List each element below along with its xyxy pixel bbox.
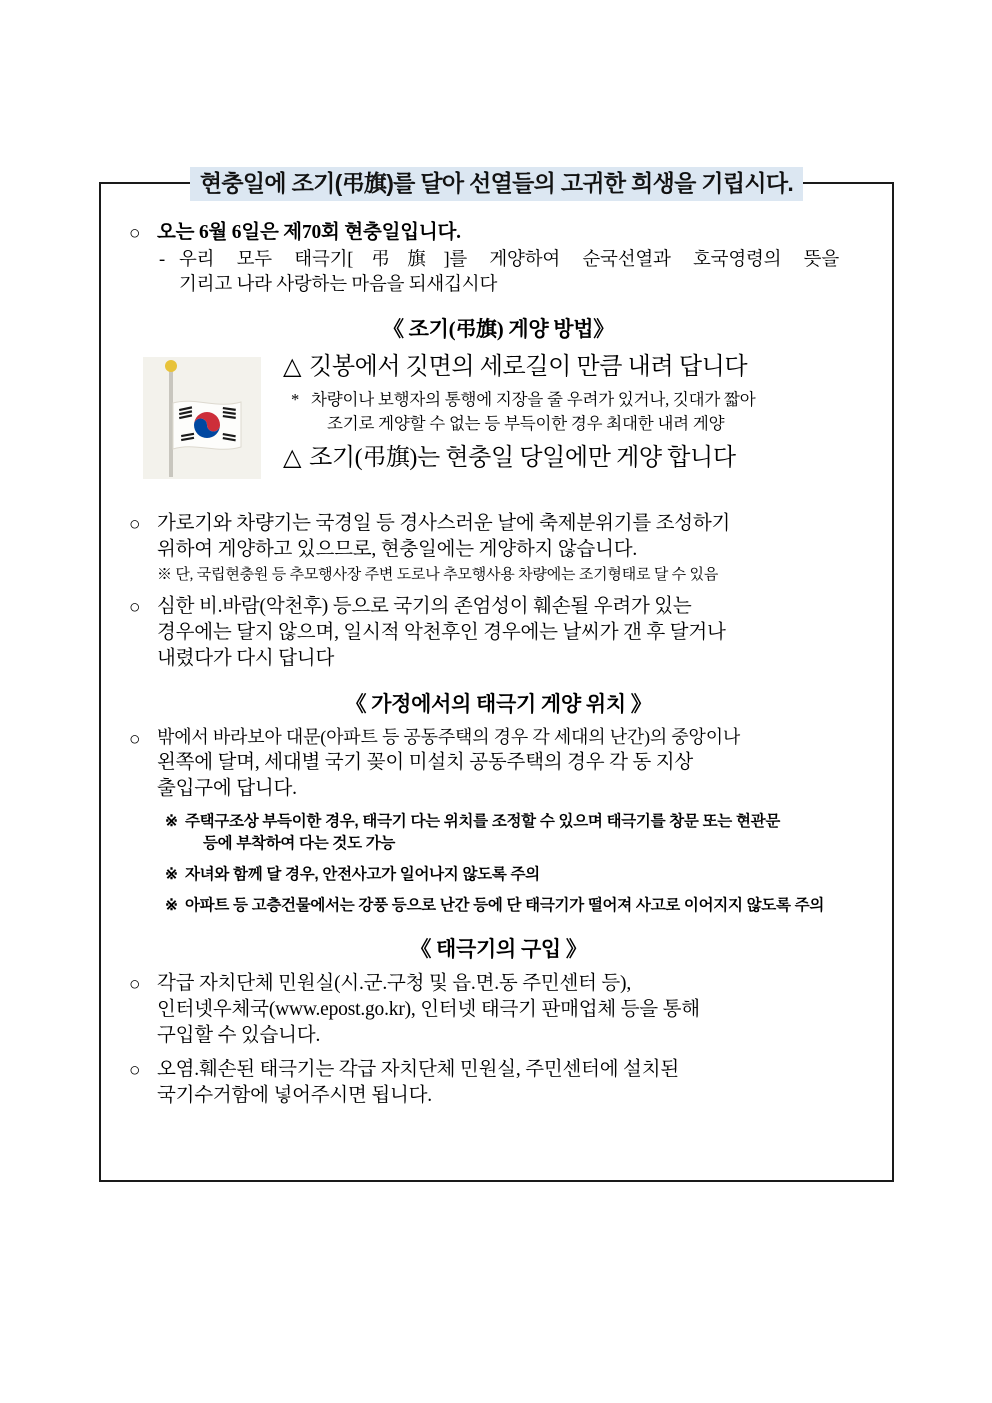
item-2-line-2: 위하여 게양하고 있으므로, 현충일에는 게양하지 않습니다. [157, 539, 638, 561]
half-mast-taegeukgi-photo [143, 357, 261, 479]
reference-marker: ※ [165, 812, 178, 830]
list-item [123, 511, 874, 563]
method-line-1-text: 깃봉에서 깃면의 세로길이 만큼 내려 답니다 [309, 354, 748, 381]
item-2-line-1: 가로기와 차량기는 국경일 등 경사스러운 날에 축제분위기를 조성하기 [157, 513, 731, 535]
method-line-2 [283, 442, 874, 474]
item-1-sub [123, 248, 874, 298]
section-1-heading: 《 조기(弔旗) 게양 방법》 [383, 317, 614, 342]
section-2-note-1-line-2: 등에 부착하여 다는 것도 가능 [203, 834, 396, 852]
bullet-marker: ○ [129, 514, 141, 536]
item-2-note: ※ 단, 국립현충원 등 추모행사장 주변 도로나 추모행사용 차량에는 조기형태로 달 수 있음 [157, 567, 719, 584]
reference-marker: ※ [165, 896, 178, 914]
item-3-line-2: 경우에는 달지 않으며, 일시적 악천후인 경우에는 날씨가 갠 후 달거나 [157, 622, 726, 644]
section-2-note-2 [165, 864, 874, 886]
item-3-line-1: 심한 비.바람(악천후) 등으로 국기의 존엄성이 훼손될 우려가 있는 [157, 596, 692, 618]
item-1-sub-line-2: 기리고 나라 사랑하는 마음을 되새깁시다 [179, 274, 498, 295]
item-5-line-2: 인터넷우체국(www.epost.go.kr), 인터넷 태극기 판매업체 등을 통해 [157, 998, 700, 1020]
section-2-note-3 [165, 895, 874, 917]
item-5-text [157, 971, 874, 1049]
method-note [291, 388, 874, 436]
section-2-heading: 《 가정에서의 태극기 게양 위치 》 [345, 692, 652, 717]
bullet-marker: ○ [129, 1059, 141, 1081]
item-1-sub-line-1: 우리 모두 태극기[弔旗]를 게양하여 순국선열과 호국영령의 뜻을 [179, 249, 839, 270]
section-2-note-1 [165, 811, 874, 855]
item-6-line-1: 오염.훼손된 태극기는 각급 자치단체 민원실, 주민센터에 설치된 [157, 1058, 679, 1080]
star-marker: * [291, 389, 300, 409]
item-2-text [157, 511, 874, 563]
list-item [123, 594, 874, 672]
notice-content [101, 184, 896, 1120]
item-4-line-1: 밖에서 바라보아 대문(아파트 등 공동주택의 경우 각 세대의 난간)의 중앙이나 [157, 727, 741, 748]
list-item [123, 1057, 874, 1109]
item-4-text [157, 726, 874, 802]
item-1-text: 오는 6월 6일은 제70회 현충일입니다. [157, 222, 461, 243]
bullet-marker: ○ [129, 729, 141, 751]
bullet-marker: ○ [129, 223, 141, 244]
flag-method-texts [283, 351, 874, 474]
item-4-line-3: 출입구에 답니다. [157, 777, 297, 799]
section-2-note-3-line-1: 아파트 등 고층건물에서는 강풍 등으로 난간 등에 단 태극기가 떨어져 사고로 이어지지 않도록 주의 [185, 896, 825, 914]
triangle-marker: △ [283, 354, 302, 381]
method-line-1 [283, 351, 874, 383]
item-5-line-3: 구입할 수 있습니다. [157, 1024, 321, 1046]
reference-marker: ※ [165, 865, 178, 883]
dash-marker: - [159, 249, 165, 270]
list-item [123, 971, 874, 1049]
notice-frame [99, 182, 894, 1182]
item-6-text [157, 1057, 874, 1109]
flag-method-block [123, 351, 874, 503]
page-title: 현충일에 조기(弔旗)를 달아 선열들의 고귀한 희생을 기립시다. [190, 167, 803, 202]
bullet-marker: ○ [129, 973, 141, 995]
method-note-line-1: 차량이나 보행자의 통행에 지장을 줄 우려가 있거나, 깃대가 짧아 [311, 389, 756, 409]
item-3-text [157, 594, 874, 672]
method-line-2-text: 조기(弔旗)는 현충일 당일에만 게양 합니다 [309, 444, 736, 471]
triangle-marker-2: △ [283, 444, 302, 471]
list-item [123, 220, 874, 246]
item-5-line-1: 각급 자치단체 민원실(시.군.구청 및 읍.면.동 주민센터 등), [157, 972, 632, 994]
method-note-line-2: 조기로 게양할 수 없는 등 부득이한 경우 최대한 내려 게양 [327, 413, 725, 433]
list-item [123, 726, 874, 802]
section-2-note-2-line-1: 자녀와 함께 달 경우, 안전사고가 일어나지 않도록 주의 [185, 865, 540, 883]
item-6-line-2: 국기수거함에 넣어주시면 됩니다. [157, 1084, 432, 1106]
section-2-note-1-line-1: 주택구조상 부득이한 경우, 태극기 다는 위치를 조정할 수 있으며 태극기를 창문 또는 현관문 [185, 812, 780, 830]
section-3-heading: 《 태극기의 구입 》 [410, 936, 587, 961]
item-3-line-3: 내렸다가 다시 답니다 [157, 648, 335, 670]
item-4-line-2: 왼쪽에 달며, 세대별 국기 꽂이 미설치 공동주택의 경우 각 동 지상 [157, 752, 693, 774]
bullet-marker: ○ [129, 597, 141, 619]
